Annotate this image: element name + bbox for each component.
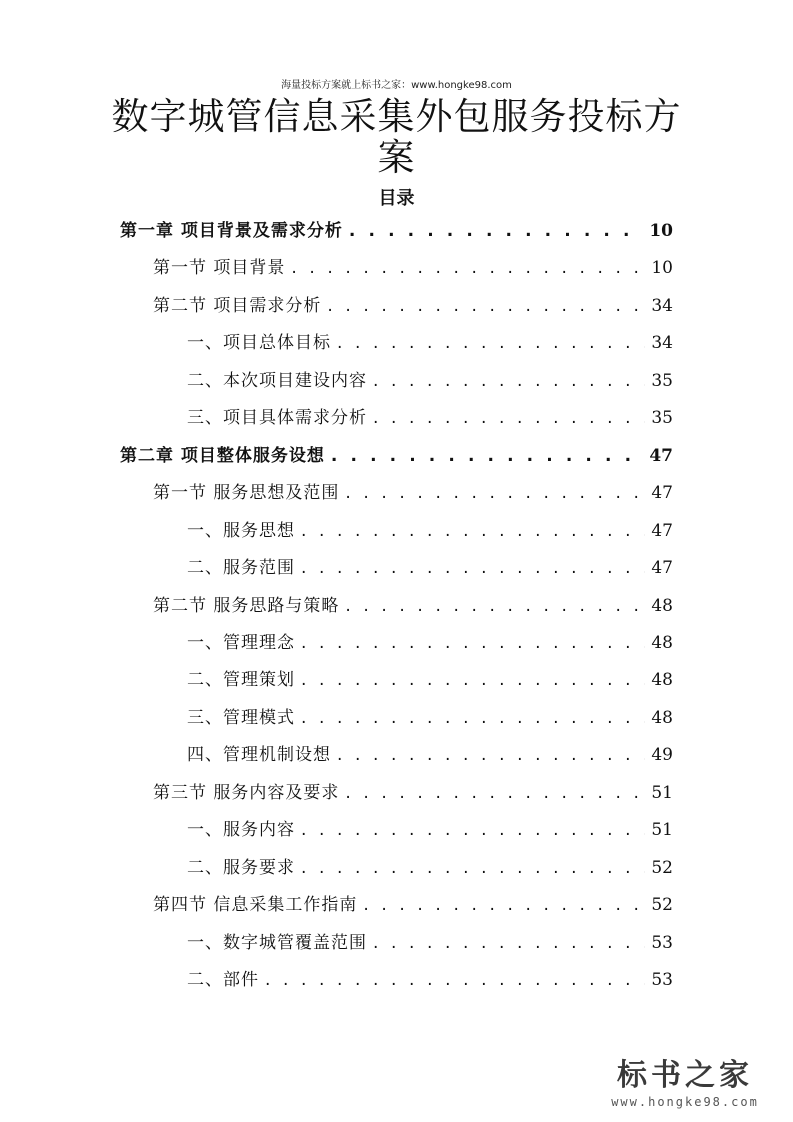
toc-entry-label: 二、服务要求 bbox=[187, 857, 295, 878]
toc-entry-page-number: 47 bbox=[651, 520, 673, 541]
toc-dot-leader bbox=[349, 218, 643, 244]
toc-entry-page-number: 47 bbox=[649, 445, 673, 466]
toc-entry[interactable] bbox=[187, 930, 673, 956]
toc-entry[interactable] bbox=[153, 293, 673, 319]
toc-entry-label: 第二章 项目整体服务设想 bbox=[120, 445, 325, 466]
toc-entry[interactable] bbox=[187, 667, 673, 693]
toc-entry[interactable] bbox=[187, 330, 673, 356]
toc-entry-label: 第四节 信息采集工作指南 bbox=[153, 895, 358, 916]
toc-dot-leader bbox=[337, 742, 645, 768]
toc-dot-leader bbox=[363, 892, 645, 918]
toc-entry[interactable] bbox=[153, 892, 673, 918]
toc-entry-label: 三、项目具体需求分析 bbox=[187, 408, 367, 429]
toc-entry[interactable] bbox=[187, 705, 673, 731]
toc-entry-page-number: 35 bbox=[651, 408, 673, 429]
toc-dot-leader bbox=[327, 293, 645, 319]
toc-dot-leader bbox=[331, 443, 643, 469]
toc-entry-label: 第二节 服务思路与策略 bbox=[153, 595, 340, 616]
toc-entry-page-number: 35 bbox=[651, 370, 673, 391]
toc-entry-page-number: 48 bbox=[651, 707, 673, 728]
toc-entry-page-number: 53 bbox=[651, 932, 673, 953]
toc-entry[interactable] bbox=[187, 518, 673, 544]
brand-url: www.hongke98.com bbox=[611, 1095, 759, 1109]
toc-entry-page-number: 52 bbox=[651, 895, 673, 916]
header-note: 海量投标方案就上标书之家：www.hongke98.com bbox=[281, 80, 512, 91]
toc-entry-label: 四、管理机制设想 bbox=[187, 745, 331, 766]
toc-entry[interactable] bbox=[187, 405, 673, 431]
toc-dot-leader bbox=[301, 855, 645, 881]
toc-dot-leader bbox=[373, 930, 645, 956]
toc-entry-label: 二、部件 bbox=[187, 970, 259, 990]
toc-entry[interactable] bbox=[153, 255, 673, 281]
toc-entry-label: 三、管理模式 bbox=[187, 707, 295, 728]
toc-entry-page-number: 49 bbox=[651, 745, 673, 766]
toc-entry[interactable] bbox=[187, 817, 673, 843]
toc-entry-label: 第三节 服务内容及要求 bbox=[153, 782, 340, 803]
toc-entry-page-number: 48 bbox=[651, 595, 673, 616]
toc-entry[interactable] bbox=[153, 480, 673, 506]
toc-entry-page-number: 47 bbox=[651, 558, 673, 579]
toc-entry-label: 二、管理策划 bbox=[187, 670, 295, 691]
toc-entry-label: 第一章 项目背景及需求分析 bbox=[120, 221, 343, 241]
toc-dot-leader bbox=[373, 368, 645, 394]
toc-entry[interactable] bbox=[120, 218, 673, 244]
toc-dot-leader bbox=[301, 630, 645, 656]
toc-dot-leader bbox=[291, 255, 645, 281]
toc-entry[interactable] bbox=[187, 368, 673, 394]
toc-entry-label: 一、服务内容 bbox=[187, 820, 295, 841]
toc-dot-leader bbox=[345, 593, 645, 619]
toc-entry-label: 一、项目总体目标 bbox=[187, 333, 331, 354]
toc-heading: 目录 bbox=[378, 188, 415, 209]
toc-dot-leader bbox=[345, 480, 645, 506]
toc-entry[interactable] bbox=[187, 555, 673, 581]
toc-entry-label: 一、管理理念 bbox=[187, 632, 295, 653]
document-title: 数字城管信息采集外包服务投标方案 bbox=[111, 95, 682, 179]
toc-dot-leader bbox=[301, 555, 645, 581]
toc-entry-page-number: 51 bbox=[651, 782, 673, 803]
toc-entry-page-number: 48 bbox=[651, 632, 673, 653]
toc-entry[interactable] bbox=[187, 855, 673, 881]
toc-entry-page-number: 10 bbox=[651, 258, 673, 279]
toc-entry-page-number: 34 bbox=[651, 333, 673, 354]
toc-entry-page-number: 51 bbox=[651, 820, 673, 841]
toc-dot-leader bbox=[373, 405, 645, 431]
toc-entry[interactable] bbox=[187, 967, 673, 993]
toc-dot-leader bbox=[301, 667, 645, 693]
toc-entry-page-number: 52 bbox=[651, 857, 673, 878]
toc-entry-page-number: 47 bbox=[651, 483, 673, 504]
toc-entry[interactable] bbox=[153, 593, 673, 619]
toc-entry-label: 第二节 项目需求分析 bbox=[153, 295, 322, 316]
toc-entry-label: 二、服务范围 bbox=[187, 558, 295, 579]
toc-entry-page-number: 53 bbox=[651, 970, 673, 990]
toc-entry-page-number: 34 bbox=[651, 295, 673, 316]
toc-entry-label: 第一节 服务思想及范围 bbox=[153, 483, 340, 504]
toc-dot-leader bbox=[265, 967, 645, 993]
brand-logo-text: 标书之家 bbox=[617, 1058, 753, 1093]
brand-watermark bbox=[595, 1058, 775, 1110]
toc-entry[interactable] bbox=[153, 780, 673, 806]
toc-dot-leader bbox=[301, 705, 645, 731]
toc-entry-page-number: 10 bbox=[649, 221, 673, 241]
toc-dot-leader bbox=[337, 330, 645, 356]
toc-entry[interactable] bbox=[187, 630, 673, 656]
toc-entry-label: 一、数字城管覆盖范围 bbox=[187, 932, 367, 953]
toc-dot-leader bbox=[301, 518, 645, 544]
toc-entry-label: 二、本次项目建设内容 bbox=[187, 370, 367, 391]
toc-dot-leader bbox=[301, 817, 645, 843]
toc-entry-page-number: 48 bbox=[651, 670, 673, 691]
toc-entry-label: 第一节 项目背景 bbox=[153, 258, 286, 279]
toc-dot-leader bbox=[345, 780, 645, 806]
toc-entry[interactable] bbox=[120, 443, 673, 469]
toc-entry-label: 一、服务思想 bbox=[187, 520, 295, 541]
toc-entry[interactable] bbox=[187, 742, 673, 768]
